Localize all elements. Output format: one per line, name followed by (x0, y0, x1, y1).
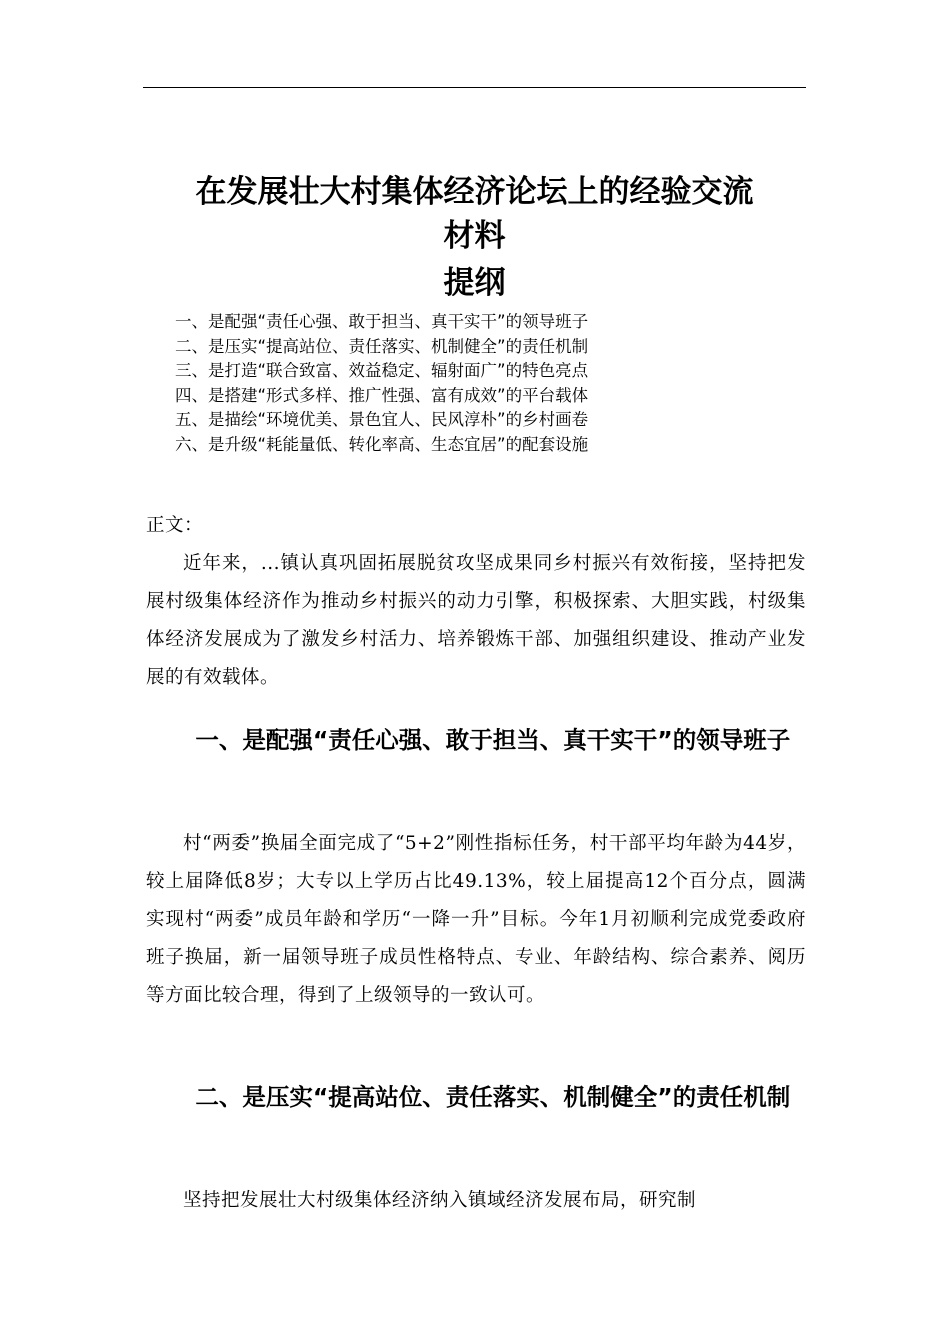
outline-list (175, 310, 588, 457)
outline-item-6: 六、是升级“耗能量低、转化率高、生态宜居”的配套设施 (175, 434, 589, 454)
outline-item-1: 一、是配强“责任心强、敢于担当、真干实干”的领导班子 (175, 312, 589, 331)
document-title-line-1: 在发展壮大村集体经济论坛上的经验交流 (195, 174, 754, 210)
section-1-paragraph: 村“两委”换届全面完成了“5+2”刚性指标任务，村干部平均年龄为44岁，较上届降低8岁；大专以上学历占比49.13%，较上届提高12个百分点，圆满实现村“两委”成员年龄和学历“一降一升”目标。今年1月初顺利完成党委政府班子换届，新一届领导班子成员性格特点、专业、年龄结构、综合素养、阅历等方面比较合理，得到了上级领导的一致认可。 (146, 833, 806, 1006)
outline-item-2: 二、是压实“提高站位、责任落实、机制健全”的责任机制 (175, 336, 589, 356)
section-2-paragraph: 坚持把发展壮大村级集体经济纳入镇域经济发展布局，研究制 (183, 1190, 697, 1211)
section-2-heading: 二、是压实“提高站位、责任落实、机制健全”的责任机制 (195, 1083, 791, 1111)
intro-paragraph: 近年来，...镇认真巩固拓展脱贫攻坚成果同乡村振兴有效衔接，坚持把发展村级集体经济作为推动乡村振兴的动力引擎，积极探索、大胆实践，村级集体经济发展成为了激发乡村活力、培养锻炼干部、加强组织建设、推动产业发展的有效载体。 (146, 553, 806, 688)
document-title-line-2: 材料 (443, 218, 506, 254)
header-rule (143, 87, 806, 88)
outline-item-3: 三、是打造“联合致富、效益稳定、辐射面广”的特色亮点 (175, 361, 589, 380)
outline-title: 提纲 (443, 265, 506, 301)
body-label: 正文： (146, 515, 204, 536)
section-1-heading: 一、是配强“责任心强、敢于担当、真干实干”的领导班子 (195, 726, 791, 754)
outline-item-5: 五、是描绘“环境优美、景色宜人、民风淳朴”的乡村画卷 (175, 410, 589, 429)
outline-item-4: 四、是搭建“形式多样、推广性强、富有成效”的平台载体 (175, 385, 589, 405)
